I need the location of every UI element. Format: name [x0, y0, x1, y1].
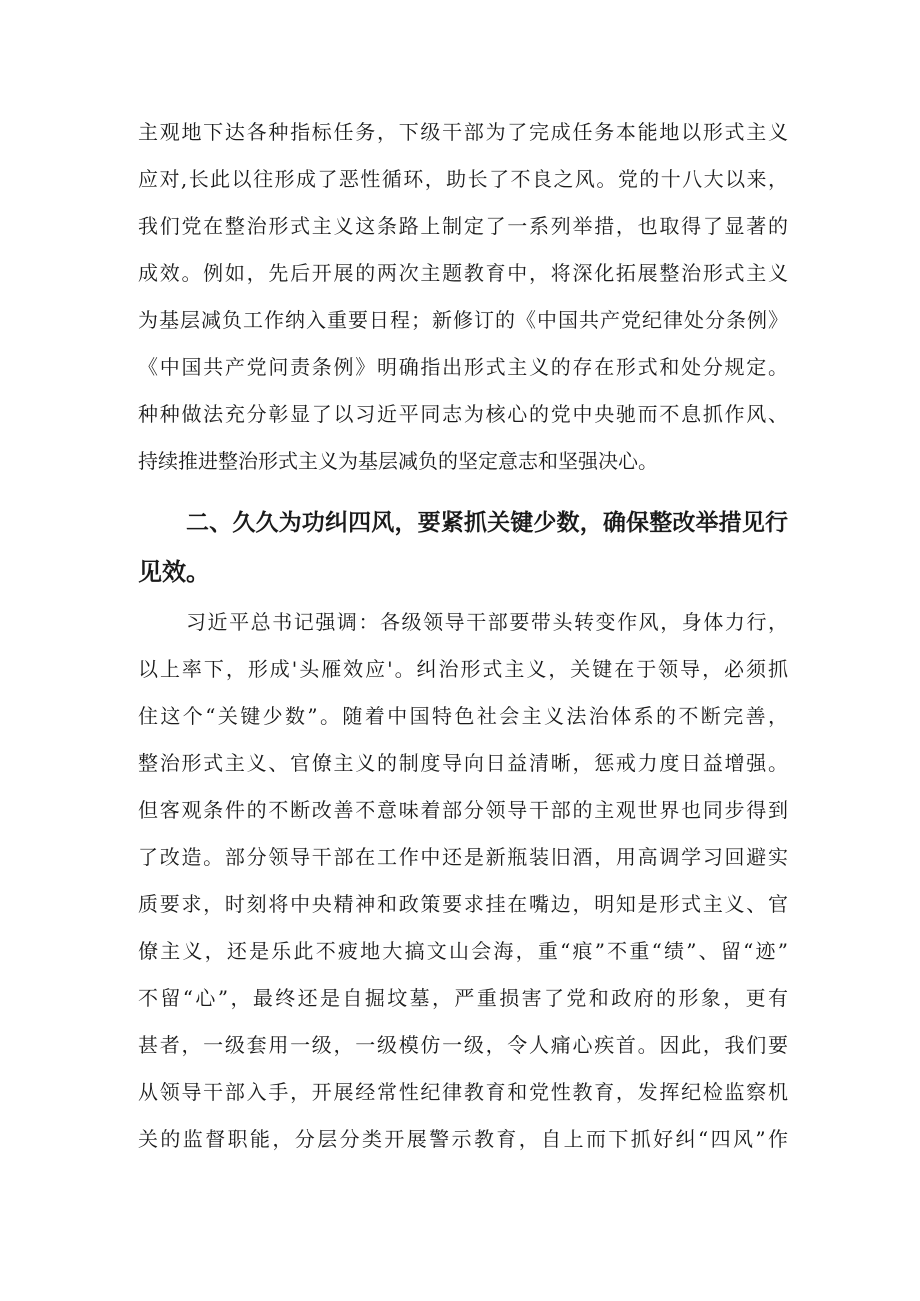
paragraph-line: 甚者，一级套用一级，一级模仿一级，令人痛心疾首。因此，我们要: [138, 1033, 788, 1057]
paragraph-line: 应对,长此以往形成了恶性循环，助长了不良之风。党的十八大以来，: [138, 167, 788, 191]
paragraph-line: 住这个“关键少数”。随着中国特色社会主义法治体系的不断完善，: [138, 704, 788, 728]
heading-line: 二、久久为功纠四风，要紧抓关键少数，确保整改举措见行: [186, 510, 788, 536]
paragraph-line: 从领导干部入手，开展经常性纪律教育和党性教育，发挥纪检监察机: [138, 1080, 788, 1104]
paragraph-line: 《中国共产党问责条例》明确指出形式主义的存在形式和处分规定。: [138, 355, 788, 379]
paragraph-line: 为基层减负工作纳入重要日程；新修订的《中国共产党纪律处分条例》: [138, 308, 788, 332]
heading-line: 见效。: [138, 558, 210, 586]
paragraph-line: 了改造。部分领导干部在工作中还是新瓶装旧酒，用高调学习回避实: [138, 845, 788, 869]
paragraph-line: 我们党在整治形式主义这条路上制定了一系列举措，也取得了显著的: [138, 214, 788, 238]
paragraph-line: 质要求，时刻将中央精神和政策要求挂在嘴边，明知是形式主义、官: [138, 892, 788, 916]
paragraph-line: 关的监督职能，分层分类开展警示教育，自上而下抓好纠“四风”作: [138, 1127, 788, 1151]
paragraph-line: 主观地下达各种指标任务，下级干部为了完成任务本能地以形式主义: [138, 120, 788, 144]
paragraph-line: 持续推进整治形式主义为基层减负的坚定意志和坚强决心。: [138, 449, 658, 473]
paragraph-line: 僚主义，还是乐此不疲地大搞文山会海，重“痕”不重“绩”、留“迹”: [138, 939, 788, 963]
paragraph-line: 种种做法充分彰显了以习近平同志为核心的党中央驰而不息抓作风、: [138, 402, 788, 426]
paragraph-line: 成效。例如，先后开展的两次主题教育中，将深化拓展整治形式主义: [138, 261, 788, 285]
paragraph-line: 习近平总书记强调：各级领导干部要带头转变作风，身体力行，: [186, 610, 788, 634]
paragraph-line: 但客观条件的不断改善不意味着部分领导干部的主观世界也同步得到: [138, 798, 788, 822]
paragraph-line: 整治形式主义、官僚主义的制度导向日益清晰，惩戒力度日益增强。: [138, 751, 788, 775]
paragraph-line: 以上率下，形成'头雁效应'。纠治形式主义，关键在于领导，必须抓: [138, 657, 788, 681]
paragraph-line: 不留“心”，最终还是自掘坟墓，严重损害了党和政府的形象，更有: [138, 986, 788, 1010]
